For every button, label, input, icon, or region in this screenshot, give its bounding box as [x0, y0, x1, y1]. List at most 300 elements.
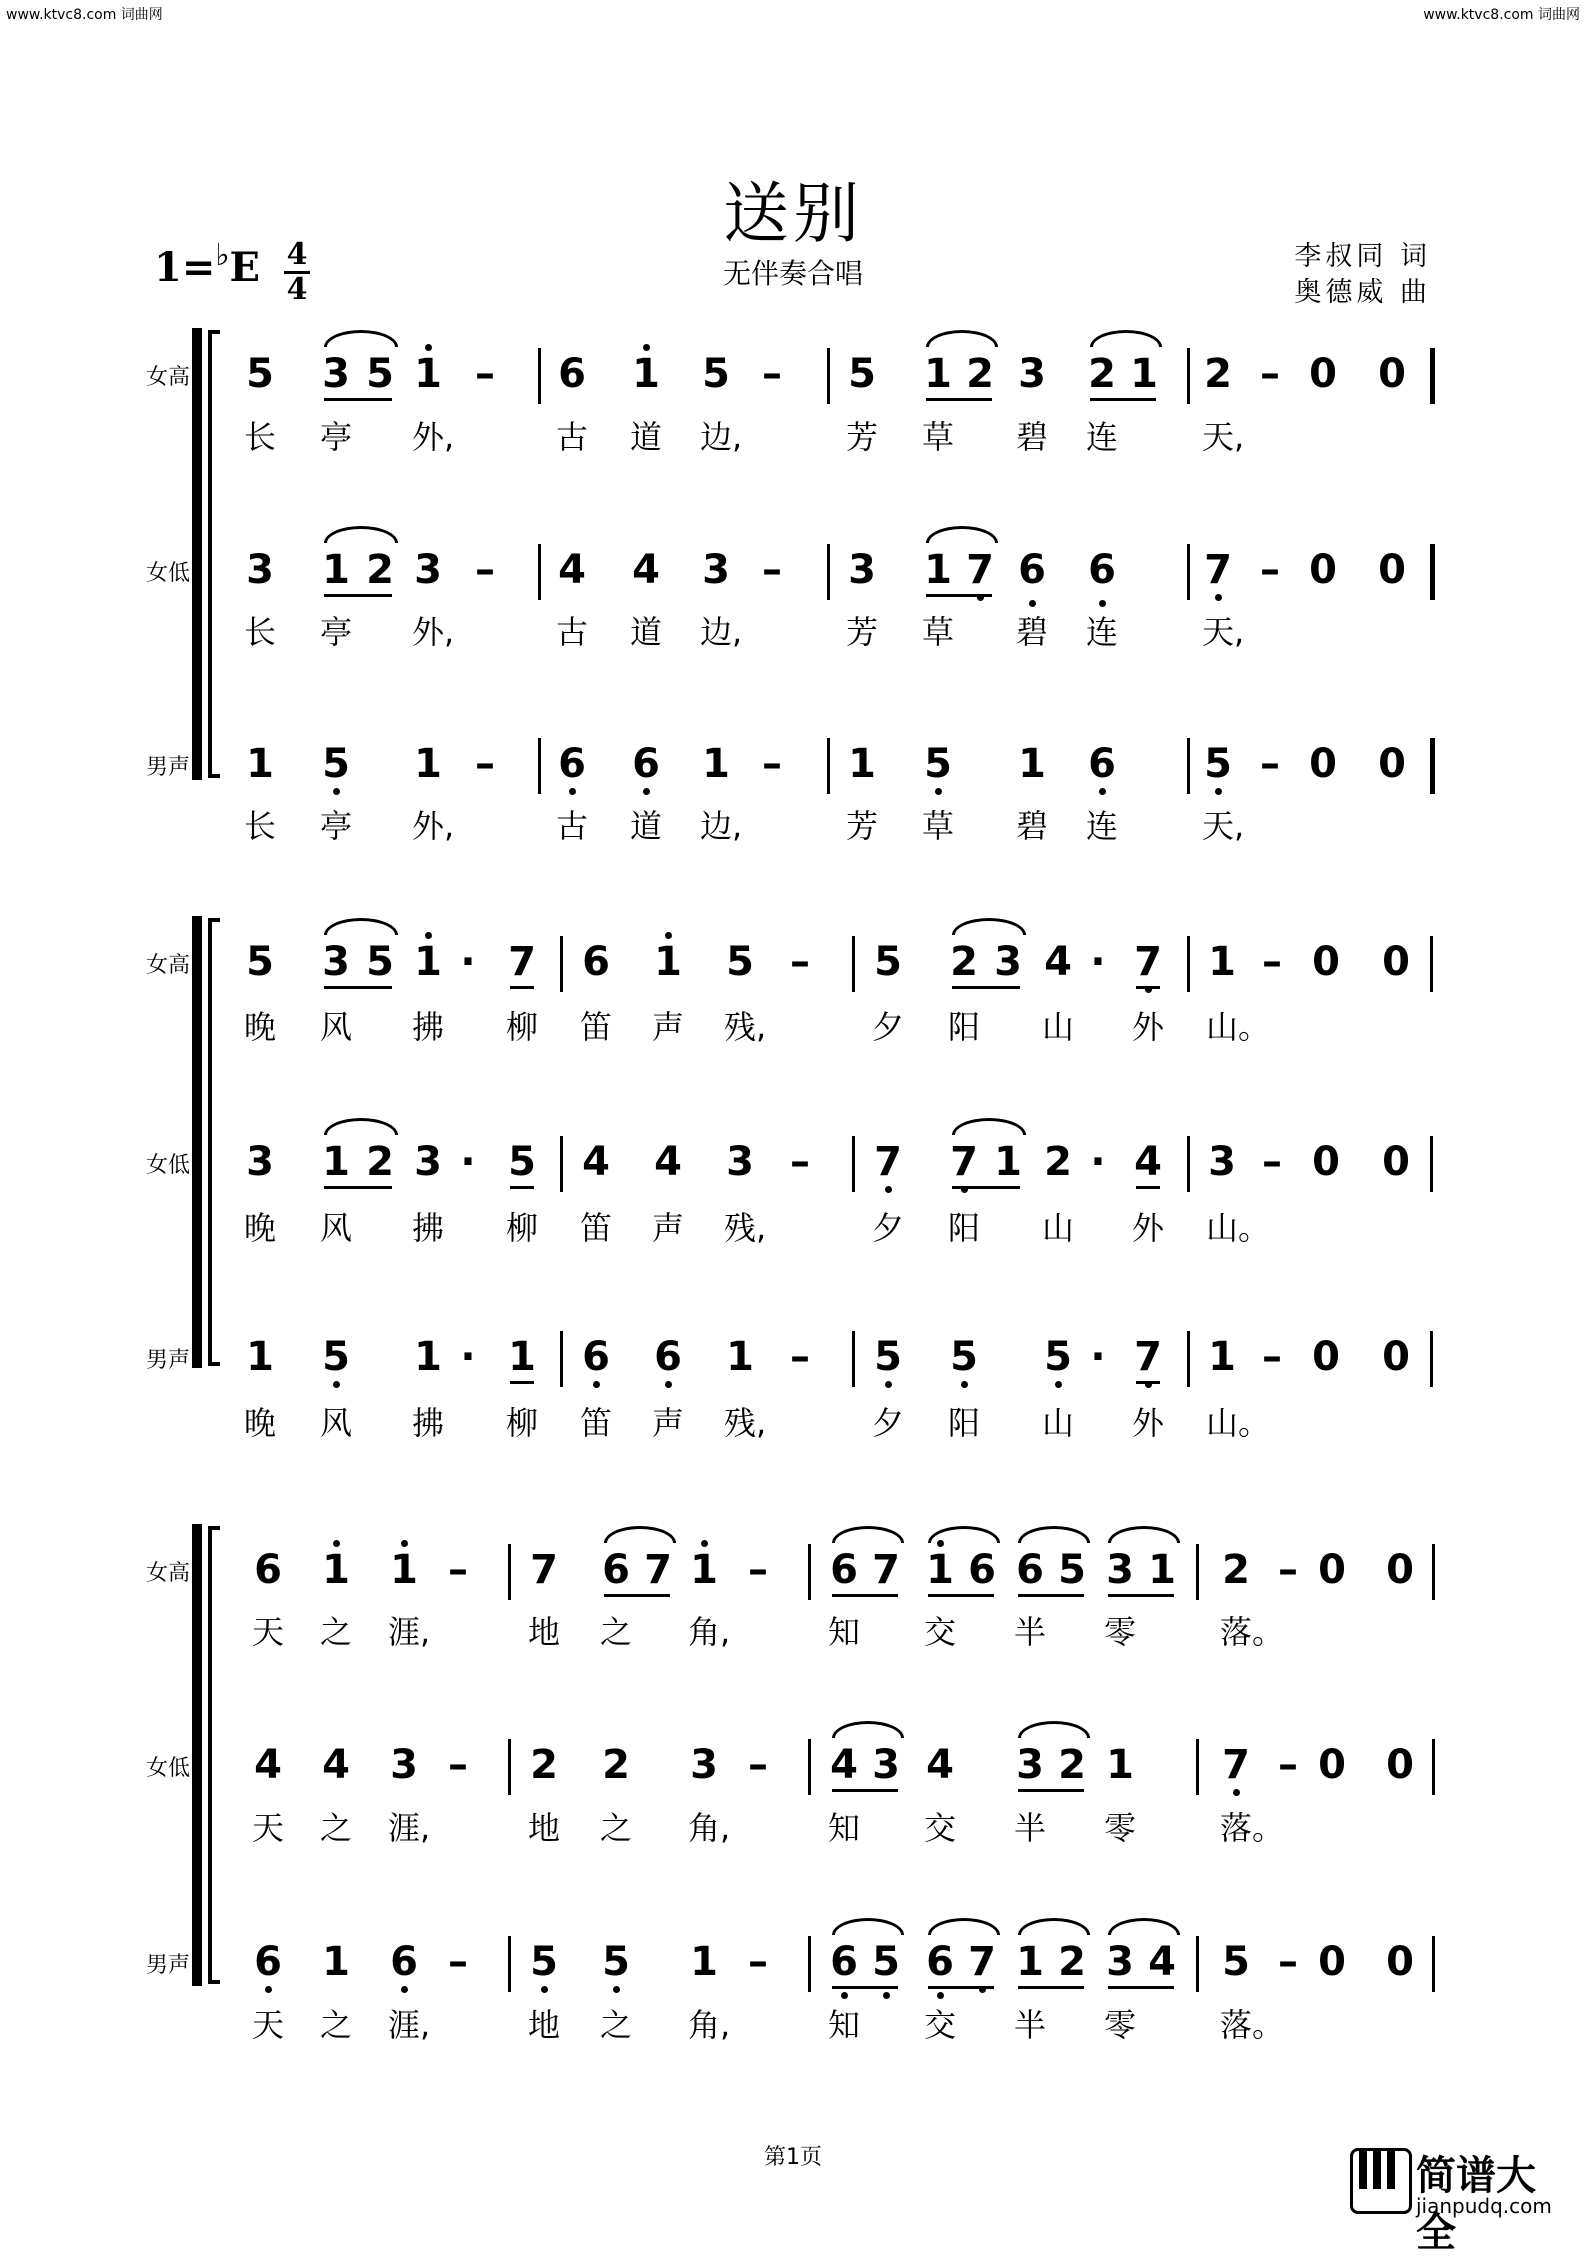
barline: [1187, 738, 1190, 794]
note: 3: [872, 1742, 900, 1788]
system-brace: [208, 918, 220, 1366]
dash: –: [475, 547, 495, 593]
lyric-syllable: 芳: [846, 613, 879, 651]
note: 0: [1309, 547, 1337, 593]
slur: [926, 526, 998, 543]
lyric-syllable: 长: [244, 807, 277, 845]
note: 1: [994, 1139, 1022, 1185]
note: 2: [1222, 1547, 1250, 1593]
lyric-syllable: 天: [252, 1613, 285, 1651]
lyric-syllable: 之: [600, 1613, 633, 1651]
note: 5: [602, 1939, 630, 1985]
note: 1: [414, 1334, 442, 1380]
slur: [928, 1918, 1000, 1935]
eighth-underline: [1108, 1594, 1174, 1597]
piano-icon: [1350, 2148, 1412, 2214]
note: 1: [322, 547, 350, 593]
lyric-syllable: 落。: [1220, 1809, 1285, 1847]
lyric-syllable: 拂: [412, 1209, 445, 1247]
note: 4: [558, 547, 586, 593]
lyric-syllable: 拂: [412, 1008, 445, 1046]
note: 6: [390, 1939, 418, 1985]
eighth-underline: [510, 1186, 534, 1189]
note: 1: [322, 1547, 350, 1593]
note: 5: [508, 1139, 536, 1185]
note: 5: [872, 1939, 900, 1985]
lyric-syllable: 之: [320, 2006, 353, 2044]
lyric-syllable: 风: [320, 1404, 353, 1442]
dot-below: [1099, 788, 1106, 795]
note: 3: [322, 351, 350, 397]
dot-above: [643, 344, 650, 351]
note: 5: [1222, 1939, 1250, 1985]
lyricist-credit: 李叔同 词: [1294, 241, 1431, 272]
note: 7: [966, 547, 994, 593]
lyric-syllable: 零: [1104, 1613, 1137, 1651]
dash: –: [1262, 1334, 1282, 1380]
lyric-syllable: 知: [828, 1809, 861, 1847]
note: 1: [246, 1334, 274, 1380]
lyric-syllable: 碧: [1016, 807, 1049, 845]
eighth-underline: [1136, 986, 1160, 989]
lyric-syllable: 声: [652, 1404, 685, 1442]
lyric-syllable: 芳: [846, 807, 879, 845]
dot-above: [401, 1540, 408, 1547]
dot-below: [935, 788, 942, 795]
barline: [560, 936, 563, 992]
note: 4: [632, 547, 660, 593]
note: 4: [926, 1742, 954, 1788]
note: 2: [530, 1742, 558, 1788]
note: 6: [254, 1939, 282, 1985]
dot-below: [841, 1992, 848, 1999]
barline: [1187, 1136, 1190, 1192]
lyric-syllable: 涯,: [388, 1613, 431, 1651]
lyric-syllable: 古: [556, 613, 589, 651]
lyric-syllable: 声: [652, 1008, 685, 1046]
dash: –: [475, 351, 495, 397]
lyric-syllable: 交: [924, 2006, 957, 2044]
time-signature: [280, 237, 314, 307]
note: 3: [414, 1139, 442, 1185]
note: 4: [582, 1139, 610, 1185]
note: 0: [1378, 741, 1406, 787]
eighth-underline: [1136, 1381, 1160, 1384]
note: 2: [1088, 351, 1116, 397]
barline: [1432, 738, 1435, 794]
note: 0: [1318, 1547, 1346, 1593]
lyric-syllable: 亭: [320, 613, 353, 651]
dot-below: [541, 1986, 548, 1993]
barline: [1430, 1331, 1433, 1387]
slur: [952, 1118, 1026, 1135]
dot-below: [937, 1992, 944, 1999]
lyric-syllable: 残,: [724, 1008, 767, 1046]
dash: –: [790, 1334, 810, 1380]
voice-label: 男声: [146, 755, 191, 780]
lyric-syllable: 草: [922, 807, 955, 845]
lyric-syllable: 拂: [412, 1404, 445, 1442]
slur: [832, 1721, 904, 1738]
note: 6: [254, 1547, 282, 1593]
eighth-underline: [510, 1381, 534, 1384]
note: 0: [1312, 939, 1340, 985]
note: 1: [924, 351, 952, 397]
note: 5: [322, 1334, 350, 1380]
note: 1: [654, 939, 682, 985]
lyric-syllable: 风: [320, 1008, 353, 1046]
dot-below: [1215, 594, 1222, 601]
dot-below: [1055, 1381, 1062, 1388]
lyric-syllable: 碧: [1016, 613, 1049, 651]
dash: –: [1260, 741, 1280, 787]
augment-dot: ·: [1090, 1334, 1106, 1380]
dot-below: [1029, 600, 1036, 607]
note: 5: [1044, 1334, 1072, 1380]
augment-dot: ·: [1090, 1139, 1106, 1185]
note: 3: [848, 547, 876, 593]
eighth-underline: [926, 398, 992, 401]
lyric-syllable: 笛: [580, 1008, 613, 1046]
dash: –: [1262, 1139, 1282, 1185]
barline: [1430, 1136, 1433, 1192]
voice-label: 女高: [146, 953, 191, 978]
lyric-syllable: 边,: [700, 807, 743, 845]
note: 1: [414, 741, 442, 787]
logo-text: 简谱大全: [1416, 2153, 1536, 2256]
note: 6: [654, 1334, 682, 1380]
augment-dot: ·: [460, 1139, 476, 1185]
barline: [808, 1544, 811, 1600]
note: 7: [530, 1547, 558, 1593]
time-top: 4: [286, 237, 308, 272]
dot-above: [665, 932, 672, 939]
lyric-syllable: 晚: [244, 1008, 277, 1046]
slur: [832, 1918, 904, 1935]
note: 4: [1148, 1939, 1176, 1985]
lyric-syllable: 边,: [700, 613, 743, 651]
lyric-syllable: 亭: [320, 807, 353, 845]
note: 5: [726, 939, 754, 985]
lyric-syllable: 道: [630, 418, 663, 456]
lyric-syllable: 之: [600, 2006, 633, 2044]
note: 1: [1208, 939, 1236, 985]
barline: [827, 544, 830, 600]
dash: –: [762, 741, 782, 787]
note: 1: [1130, 351, 1158, 397]
note: 6: [1016, 1547, 1044, 1593]
note: 6: [830, 1939, 858, 1985]
lyric-syllable: 外: [1132, 1008, 1165, 1046]
note: 0: [1382, 1334, 1410, 1380]
lyric-syllable: 连: [1086, 418, 1119, 456]
note: 1: [690, 1547, 718, 1593]
barline: [1187, 348, 1190, 404]
note: 0: [1318, 1742, 1346, 1788]
barline: [1432, 1739, 1435, 1795]
note: 3: [1208, 1139, 1236, 1185]
dash: –: [1260, 547, 1280, 593]
voice-label: 女高: [146, 365, 191, 390]
dot-above: [425, 344, 432, 351]
logo-url: jianpudq.com: [1416, 2194, 1552, 2218]
eighth-underline: [324, 1186, 392, 1189]
dot-below: [643, 788, 650, 795]
note: 1: [1148, 1547, 1176, 1593]
eighth-underline: [1018, 1789, 1084, 1792]
lyric-syllable: 零: [1104, 2006, 1137, 2044]
dash: –: [790, 939, 810, 985]
slur: [832, 1526, 904, 1543]
dot-below: [333, 1381, 340, 1388]
dash: –: [1278, 1939, 1298, 1985]
voice-label: 女低: [146, 1153, 191, 1178]
eighth-underline: [952, 1186, 1020, 1189]
lyric-syllable: 晚: [244, 1209, 277, 1247]
lyric-syllable: 夕: [872, 1008, 905, 1046]
slur: [324, 918, 398, 935]
lyric-syllable: 夕: [872, 1209, 905, 1247]
barline: [1196, 1544, 1199, 1600]
eighth-underline: [928, 1594, 994, 1597]
note: 5: [366, 351, 394, 397]
note: 4: [830, 1742, 858, 1788]
lyric-syllable: 连: [1086, 613, 1119, 651]
note: 0: [1378, 547, 1406, 593]
note: 7: [1134, 939, 1162, 985]
lyric-syllable: 晚: [244, 1404, 277, 1442]
barline: [1187, 936, 1190, 992]
note: 1: [632, 351, 660, 397]
note: 2: [1058, 1939, 1086, 1985]
slur: [1018, 1721, 1090, 1738]
lyric-syllable: 山。: [1206, 1209, 1271, 1247]
lyric-syllable: 地: [528, 1613, 561, 1651]
note: 5: [950, 1334, 978, 1380]
note: 1: [414, 351, 442, 397]
note: 3: [414, 547, 442, 593]
lyric-syllable: 边,: [700, 418, 743, 456]
lyric-syllable: 外,: [412, 418, 455, 456]
note: 1: [1016, 1939, 1044, 1985]
site-logo: [1350, 2148, 1570, 2256]
barline: [508, 1544, 511, 1600]
note: 6: [632, 741, 660, 787]
lyric-syllable: 落。: [1220, 2006, 1285, 2044]
eighth-underline: [324, 986, 392, 989]
note: 2: [1058, 1742, 1086, 1788]
eighth-underline: [510, 986, 534, 989]
slur: [324, 1118, 398, 1135]
note: 5: [366, 939, 394, 985]
note: 1: [1106, 1742, 1134, 1788]
dash: –: [790, 1139, 810, 1185]
note: 2: [1044, 1139, 1072, 1185]
composer-credit: 奥德威 曲: [1294, 277, 1431, 308]
note: 0: [1386, 1547, 1414, 1593]
note: 3: [702, 547, 730, 593]
lyric-syllable: 草: [922, 418, 955, 456]
dot-above: [701, 1540, 708, 1547]
lyric-syllable: 残,: [724, 1404, 767, 1442]
note: 0: [1312, 1334, 1340, 1380]
lyric-syllable: 交: [924, 1613, 957, 1651]
dash: –: [1262, 939, 1282, 985]
dot-below: [613, 1986, 620, 1993]
note: 4: [1044, 939, 1072, 985]
eighth-underline: [832, 1789, 898, 1792]
lyric-syllable: 山: [1042, 1209, 1075, 1247]
note: 5: [246, 939, 274, 985]
note: 5: [924, 741, 952, 787]
dot-below: [1099, 600, 1106, 607]
note: 6: [602, 1547, 630, 1593]
barline: [852, 1331, 855, 1387]
lyric-syllable: 天,: [1202, 807, 1245, 845]
note: 5: [1058, 1547, 1086, 1593]
eighth-underline: [1018, 1986, 1084, 1989]
dash: –: [1278, 1742, 1298, 1788]
lyric-syllable: 芳: [846, 418, 879, 456]
lyric-syllable: 阳: [948, 1209, 981, 1247]
eighth-underline: [952, 986, 1020, 989]
dash: –: [748, 1742, 768, 1788]
note: 2: [966, 351, 994, 397]
note: 3: [726, 1139, 754, 1185]
note: 1: [926, 1547, 954, 1593]
note: 1: [508, 1334, 536, 1380]
eighth-underline: [1136, 1186, 1160, 1189]
note: 0: [1386, 1742, 1414, 1788]
note: 1: [322, 1939, 350, 1985]
lyric-syllable: 道: [630, 807, 663, 845]
lyric-syllable: 山。: [1206, 1008, 1271, 1046]
page-title: 送别: [723, 175, 863, 252]
lyric-syllable: 长: [244, 613, 277, 651]
lyric-syllable: 半: [1014, 1809, 1047, 1847]
note: 6: [968, 1547, 996, 1593]
note: 0: [1312, 1139, 1340, 1185]
note: 7: [950, 1139, 978, 1185]
lyric-syllable: 角,: [688, 2006, 731, 2044]
time-bottom: 4: [286, 272, 308, 307]
augment-dot: ·: [1090, 939, 1106, 985]
dot-above: [425, 932, 432, 939]
lyric-syllable: 天: [252, 1809, 285, 1847]
lyric-syllable: 知: [828, 2006, 861, 2044]
lyric-syllable: 亭: [320, 418, 353, 456]
lyric-syllable: 外,: [412, 807, 455, 845]
dot-above: [333, 1540, 340, 1547]
barline: [1432, 1544, 1435, 1600]
barline: [1432, 1936, 1435, 1992]
lyric-syllable: 笛: [580, 1209, 613, 1247]
lyric-syllable: 之: [320, 1809, 353, 1847]
note: 5: [702, 351, 730, 397]
barline: [1430, 936, 1433, 992]
note: 3: [1016, 1742, 1044, 1788]
lyric-syllable: 古: [556, 807, 589, 845]
lyric-syllable: 草: [922, 613, 955, 651]
note: 5: [322, 741, 350, 787]
dot-below: [885, 1186, 892, 1193]
note: 4: [254, 1742, 282, 1788]
slur: [324, 330, 398, 347]
flat-icon: ♭: [215, 238, 230, 273]
dash: –: [475, 741, 495, 787]
note: 4: [1134, 1139, 1162, 1185]
slur: [324, 526, 398, 543]
key-signature: [154, 238, 261, 291]
note: 2: [366, 547, 394, 593]
lyric-syllable: 半: [1014, 2006, 1047, 2044]
note: 6: [926, 1939, 954, 1985]
dash: –: [762, 547, 782, 593]
lyric-syllable: 零: [1104, 1809, 1137, 1847]
slur: [1018, 1918, 1090, 1935]
eighth-underline: [832, 1594, 898, 1597]
lyric-syllable: 笛: [580, 1404, 613, 1442]
note: 5: [530, 1939, 558, 1985]
note: 6: [558, 351, 586, 397]
lyric-syllable: 天,: [1202, 613, 1245, 651]
slur: [1090, 330, 1162, 347]
note: 1: [414, 939, 442, 985]
voice-label: 男声: [146, 1953, 191, 1978]
note: 5: [246, 351, 274, 397]
note: 7: [508, 939, 536, 985]
eighth-underline: [324, 398, 392, 401]
note: 7: [1134, 1334, 1162, 1380]
dot-below: [665, 1381, 672, 1388]
note: 3: [1106, 1547, 1134, 1593]
note: 7: [874, 1139, 902, 1185]
dot-below: [961, 1381, 968, 1388]
subtitle: 无伴奏合唱: [722, 257, 863, 290]
note: 1: [726, 1334, 754, 1380]
lyric-syllable: 风: [320, 1209, 353, 1247]
lyric-syllable: 长: [244, 418, 277, 456]
dash: –: [448, 1939, 468, 1985]
slur: [1018, 1526, 1090, 1543]
slur: [926, 330, 998, 347]
lyric-syllable: 柳: [506, 1209, 539, 1247]
note: 0: [1382, 1139, 1410, 1185]
note: 2: [1204, 351, 1232, 397]
barline: [1187, 544, 1190, 600]
augment-dot: ·: [460, 1334, 476, 1380]
system-brace: [208, 330, 220, 778]
lyric-syllable: 之: [600, 1809, 633, 1847]
note: 3: [1106, 1939, 1134, 1985]
note: 0: [1386, 1939, 1414, 1985]
watermark-right: www.ktvc8.com 词曲网: [1423, 7, 1580, 23]
note: 0: [1382, 939, 1410, 985]
note: 0: [1318, 1939, 1346, 1985]
note: 6: [582, 939, 610, 985]
lyric-syllable: 外: [1132, 1404, 1165, 1442]
lyric-syllable: 外,: [412, 613, 455, 651]
lyric-syllable: 外: [1132, 1209, 1165, 1247]
eighth-underline: [832, 1986, 898, 1989]
note: 2: [602, 1742, 630, 1788]
note: 6: [582, 1334, 610, 1380]
lyric-syllable: 涯,: [388, 1809, 431, 1847]
dot-below: [401, 1986, 408, 1993]
lyric-syllable: 古: [556, 418, 589, 456]
lyric-syllable: 角,: [688, 1809, 731, 1847]
dash: –: [448, 1547, 468, 1593]
